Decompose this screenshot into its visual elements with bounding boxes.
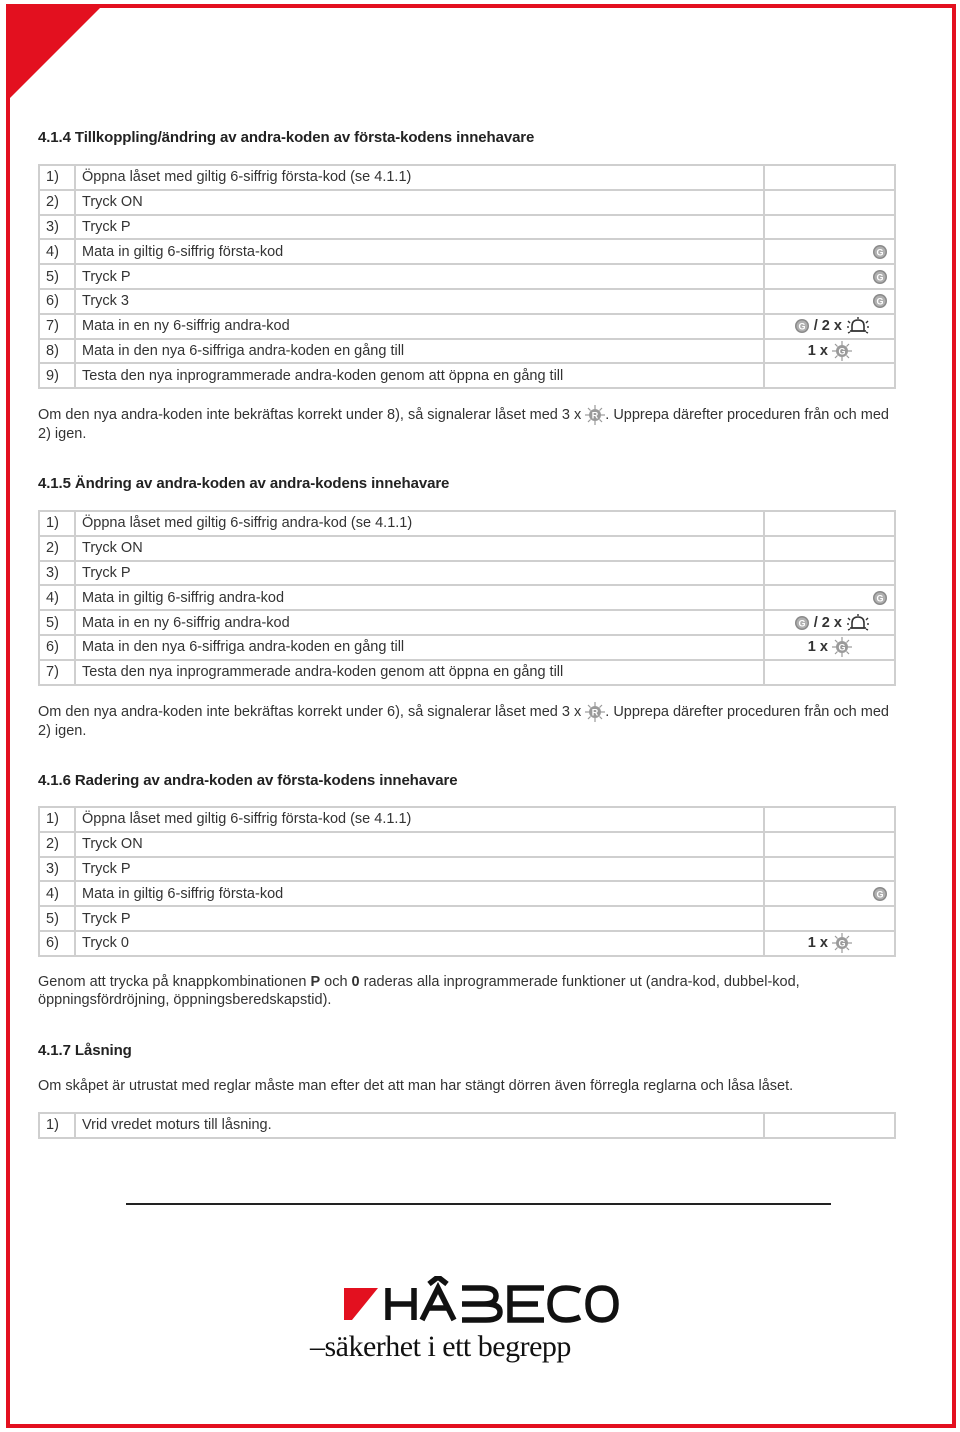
step-signal	[764, 610, 895, 635]
tagline: –säkerhet i ett begrepp	[310, 1330, 571, 1363]
step-number: 1)	[39, 165, 75, 190]
step-row	[39, 660, 895, 685]
step-number: 3)	[39, 561, 75, 586]
step-row	[39, 635, 895, 660]
step-instruction: Mata in en ny 6-siffrig andra-kod	[75, 314, 764, 339]
green-led-icon	[794, 615, 810, 631]
step-signal	[764, 339, 895, 364]
step-signal	[764, 635, 895, 660]
step-row	[39, 610, 895, 635]
svg-text:G: G	[798, 321, 806, 332]
step-number: 5)	[39, 264, 75, 289]
steps-table-414	[38, 164, 896, 389]
step-number: 4)	[39, 881, 75, 906]
step-row	[39, 561, 895, 586]
note-416: Genom att trycka på knappkombinationen P och 0 raderas alla inprogrammerade funktioner ut (andra-kod, dubbel-kod, öppningsfördröjning, öppningsberedskapstid).	[38, 974, 800, 1008]
svg-text:R: R	[592, 410, 599, 421]
note-414: Om den nya andra-koden inte bekräftas korrekt under 8), så signalerar låset med 3 x R . Upprepa därefter proceduren från och med 2) igen.	[38, 406, 889, 442]
step-instruction: Tryck P	[75, 906, 764, 931]
step-row	[39, 339, 895, 364]
step-signal	[764, 832, 895, 857]
step-instruction: Mata in giltig 6-siffrig första-kod	[75, 881, 764, 906]
footer-divider	[126, 1203, 831, 1205]
green-led-icon	[872, 269, 888, 285]
step-signal	[764, 561, 895, 586]
svg-text:G: G	[838, 642, 846, 653]
step-number: 5)	[39, 610, 75, 635]
svg-text:G: G	[876, 272, 884, 283]
step-signal	[764, 511, 895, 536]
step-instruction: Tryck ON	[75, 536, 764, 561]
signal-text: 1 x	[807, 342, 828, 359]
step-instruction: Tryck 0	[75, 931, 764, 956]
intro-417: Om skåpet är utrustat med reglar måste man efter det att man har stängt dörren även förregla reglarna och låsa låset.	[38, 1078, 794, 1094]
step-signal	[764, 264, 895, 289]
green-led-blink-icon	[832, 341, 852, 361]
svg-text:G: G	[876, 296, 884, 307]
green-led-icon	[872, 293, 888, 309]
step-instruction: Tryck P	[75, 561, 764, 586]
svg-text:G: G	[838, 938, 846, 949]
step-instruction: Mata in den nya 6-siffriga andra-koden en gång till	[75, 635, 764, 660]
step-number: 2)	[39, 832, 75, 857]
steps-table-416	[38, 806, 896, 957]
step-row	[39, 264, 895, 289]
step-row	[39, 536, 895, 561]
steps-table-417	[38, 1112, 896, 1139]
svg-text:G: G	[876, 889, 884, 900]
green-led-icon	[872, 886, 888, 902]
red-led-blink-icon	[585, 405, 605, 425]
step-row	[39, 239, 895, 264]
step-number: 2)	[39, 536, 75, 561]
step-instruction: Testa den nya inprogrammerade andra-koden genom att öppna en gång till	[75, 363, 764, 388]
step-number: 9)	[39, 363, 75, 388]
step-number: 1)	[39, 807, 75, 832]
signal-text: 1 x	[807, 639, 828, 656]
step-instruction: Öppna låset med giltig 6-siffrig första-kod (se 4.1.1)	[75, 807, 764, 832]
green-led-icon	[872, 244, 888, 260]
step-signal	[764, 165, 895, 190]
svg-text:G: G	[876, 593, 884, 604]
step-row	[39, 881, 895, 906]
green-led-icon	[872, 590, 888, 606]
svg-text:R: R	[592, 707, 599, 718]
step-row	[39, 1113, 895, 1138]
step-row	[39, 906, 895, 931]
step-number: 6)	[39, 289, 75, 314]
section-heading-417: 4.1.7 Låsning	[38, 1042, 132, 1059]
step-signal	[764, 239, 895, 264]
step-number: 3)	[39, 857, 75, 882]
step-signal	[764, 190, 895, 215]
step-instruction: Mata in en ny 6-siffrig andra-kod	[75, 610, 764, 635]
habeco-logo	[344, 1276, 620, 1333]
steps-table-415	[38, 510, 896, 686]
green-led-icon	[794, 318, 810, 334]
step-row	[39, 511, 895, 536]
step-row	[39, 931, 895, 956]
step-number: 6)	[39, 931, 75, 956]
step-number: 4)	[39, 585, 75, 610]
step-signal	[764, 857, 895, 882]
beep-icon	[846, 614, 870, 632]
step-instruction: Mata in giltig 6-siffrig andra-kod	[75, 585, 764, 610]
signal-text: / 2 x	[813, 614, 842, 631]
step-row	[39, 832, 895, 857]
beep-icon	[846, 317, 870, 335]
step-number: 6)	[39, 635, 75, 660]
step-signal	[764, 215, 895, 240]
step-number: 8)	[39, 339, 75, 364]
step-number: 4)	[39, 239, 75, 264]
step-instruction: Mata in giltig 6-siffrig första-kod	[75, 239, 764, 264]
step-instruction: Tryck ON	[75, 190, 764, 215]
step-instruction: Tryck P	[75, 264, 764, 289]
step-row	[39, 190, 895, 215]
step-row	[39, 857, 895, 882]
red-led-blink-icon	[585, 702, 605, 722]
step-row	[39, 314, 895, 339]
step-signal	[764, 906, 895, 931]
green-led-blink-icon	[832, 933, 852, 953]
step-signal	[764, 807, 895, 832]
signal-text: / 2 x	[813, 318, 842, 334]
section-heading-416: 4.1.6 Radering av andra-koden av första-kodens innehavare	[38, 772, 458, 789]
step-signal	[764, 1113, 895, 1138]
step-instruction: Testa den nya inprogrammerade andra-koden genom att öppna en gång till	[75, 660, 764, 685]
step-row	[39, 585, 895, 610]
green-led-blink-icon	[832, 637, 852, 657]
step-signal	[764, 536, 895, 561]
step-instruction: Tryck P	[75, 857, 764, 882]
step-signal	[764, 881, 895, 906]
step-row	[39, 363, 895, 388]
step-signal	[764, 363, 895, 388]
step-signal	[764, 931, 895, 956]
svg-text:G: G	[798, 618, 806, 629]
step-number: 7)	[39, 660, 75, 685]
svg-text:G: G	[838, 346, 846, 357]
section-heading-415: 4.1.5 Ändring av andra-koden av andra-kodens innehavare	[38, 475, 450, 492]
step-row	[39, 289, 895, 314]
svg-text:G: G	[876, 247, 884, 258]
step-instruction: Tryck ON	[75, 832, 764, 857]
step-number: 2)	[39, 190, 75, 215]
step-number: 7)	[39, 314, 75, 339]
corner-triangle	[6, 4, 106, 104]
step-signal	[764, 660, 895, 685]
step-instruction: Öppna låset med giltig 6-siffrig andra-kod (se 4.1.1)	[75, 511, 764, 536]
step-instruction: Tryck 3	[75, 289, 764, 314]
section-heading-414: 4.1.4 Tillkoppling/ändring av andra-koden av första-kodens innehavare	[38, 129, 535, 146]
step-signal	[764, 585, 895, 610]
step-number: 1)	[39, 1113, 75, 1138]
step-number: 1)	[39, 511, 75, 536]
note-415: Om den nya andra-koden inte bekräftas korrekt under 6), så signalerar låset med 3 x R . Upprepa därefter proceduren från och med 2) igen.	[38, 703, 889, 739]
step-instruction: Vrid vredet moturs till låsning.	[75, 1113, 764, 1138]
step-signal	[764, 314, 895, 339]
step-row	[39, 215, 895, 240]
step-instruction: Öppna låset med giltig 6-siffrig första-kod (se 4.1.1)	[75, 165, 764, 190]
step-row	[39, 165, 895, 190]
step-instruction: Mata in den nya 6-siffriga andra-koden en gång till	[75, 339, 764, 364]
signal-text: 1 x	[807, 935, 828, 952]
step-signal	[764, 289, 895, 314]
step-number: 3)	[39, 215, 75, 240]
step-row	[39, 807, 895, 832]
step-instruction: Tryck P	[75, 215, 764, 240]
step-number: 5)	[39, 906, 75, 931]
